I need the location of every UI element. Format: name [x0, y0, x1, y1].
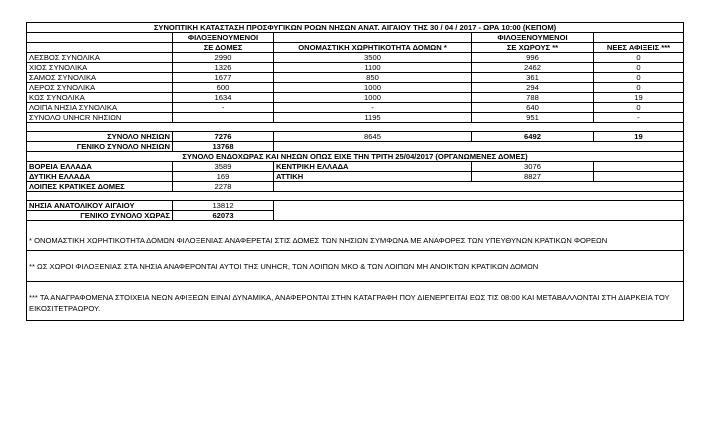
spacer-cell — [27, 123, 684, 132]
islands-total-spaces: 6492 — [472, 132, 594, 142]
other-structures-label: ΛΟΙΠΕΣ ΚΡΑΤΙΚΕΣ ΔΟΜΕΣ — [27, 182, 173, 192]
island-name: ΛΟΙΠΑ ΝΗΣΙΑ ΣΥΝΟΛΙΚΑ — [27, 103, 173, 113]
header-empty — [594, 33, 684, 43]
grand-islands-value: 13768 — [173, 142, 274, 152]
report-table — [26, 22, 684, 321]
other-structures-value: 2278 — [173, 182, 274, 192]
table-row — [27, 83, 684, 93]
footnote-row — [27, 231, 684, 251]
capacity-value: 850 — [274, 73, 472, 83]
structures-value: 600 — [173, 83, 274, 93]
west-greece-value: 169 — [173, 172, 274, 182]
island-name: ΧΙΟΣ ΣΥΝΟΛΙΚΑ — [27, 63, 173, 73]
report-sheet — [26, 22, 683, 321]
table-row — [27, 63, 684, 73]
structures-value: 1634 — [173, 93, 274, 103]
header-hosted-structures-bottom: ΣΕ ΔΟΜΕΣ — [173, 43, 274, 53]
capacity-value: 1000 — [274, 83, 472, 93]
header-row-2 — [27, 43, 684, 53]
country-row — [27, 201, 684, 211]
spaces-value: 361 — [472, 73, 594, 83]
arrivals-value: 0 — [594, 53, 684, 63]
header-capacity: ΟΝΟΜΑΣΤΙΚΗ ΧΩΡΗΤΙΚΟΤΗΤΑ ΔΟΜΩΝ * — [274, 43, 472, 53]
table-row — [27, 103, 684, 113]
grand-islands-label: ΓΕΝΙΚΟ ΣΥΝΟΛΟ ΝΗΣΙΩΝ — [27, 142, 173, 152]
arrivals-value: 19 — [594, 93, 684, 103]
island-name: ΛΕΣΒΟΣ ΣΥΝΟΛΙΚΑ — [27, 53, 173, 63]
header-empty — [27, 43, 173, 53]
spacer-cell — [27, 221, 684, 232]
island-name: ΣΥΝΟΛΟ UNHCR ΝΗΣΙΩΝ — [27, 113, 173, 123]
structures-value: 1677 — [173, 73, 274, 83]
aegean-islands-value: 13812 — [173, 201, 274, 211]
spacer-row — [27, 192, 684, 201]
country-total-label: ΓΕΝΙΚΟ ΣΥΝΟΛΟ ΧΩΡΑΣ — [27, 211, 173, 221]
structures-value: 2990 — [173, 53, 274, 63]
spacer-row — [27, 123, 684, 132]
blank-cell — [594, 162, 684, 172]
arrivals-value: 0 — [594, 103, 684, 113]
arrivals-value: - — [594, 113, 684, 123]
table-row — [27, 93, 684, 103]
spacer-cell — [27, 192, 684, 201]
table-row — [27, 73, 684, 83]
footnote-2: ** ΩΣ ΧΩΡΟΙ ΦΙΛΟΞΕΝΙΑΣ ΣΤΑ ΝΗΣΙΑ ΑΝΑΦΕΡΟΝΤΑΙ ΑΥΤΟΙ ΤΗΣ UNHCR, ΤΩΝ ΛΟΙΠΩΝ ΜΚΟ & ΤΩΝ ΛΟΙΠΩΝ ΜΗ ΑΝΟΙΚΤΩΝ ΚΡΑΤΙΚΩΝ ΔΟΜΩΝ — [27, 257, 684, 282]
country-total-value: 62073 — [173, 211, 274, 221]
blank-cell — [274, 142, 684, 152]
header-empty — [274, 33, 472, 43]
header-hosted-structures-top: ΦΙΛΟΞΕΝΟΥΜΕΝΟΙ — [173, 33, 274, 43]
attica-label: ΑΤΤΙΚΗ — [274, 172, 472, 182]
blank-cell — [594, 172, 684, 182]
structures-value: - — [173, 103, 274, 113]
arrivals-value: 0 — [594, 83, 684, 93]
blank-cell — [274, 201, 684, 211]
blank-cell — [274, 182, 684, 192]
mainland-row — [27, 172, 684, 182]
spaces-value: 951 — [472, 113, 594, 123]
footnote-3: *** ΤΑ ΑΝΑΓΡΑΦΟΜΕΝΑ ΣΤΟΙΧΕΙΑ ΝΕΩΝ ΑΦΙΞΕΩΝ ΕΙΝΑΙ ΔΥΝΑΜΙΚΑ, ΑΝΑΦΕΡΟΝΤΑΙ ΣΤΗΝ ΚΑΤΑΓΡΑΦΗ ΠΟΥ ΔΙΕΝΕΡΓΕΙΤΑΙ ΕΩΣ ΤΙΣ 08:00 ΚΑΙ ΜΕΤΑΒΑΛΛΟΝΤΑΙ ΣΤΗ ΔΙΑΡΚΕΙΑ ΤΟΥ ΕΙΚΟΣΙΤΕΤΡΑΩΡΟΥ. — [27, 288, 684, 321]
table-row — [27, 113, 684, 123]
footnote-1: * ΟΝΟΜΑΣΤΙΚΗ ΧΩΡΗΤΙΚΟΤΗΤΑ ΔΟΜΩΝ ΦΙΛΟΞΕΝΙΑΣ ΑΝΑΦΕΡΕΤΑΙ ΣΤΙΣ ΔΟΜΕΣ ΤΩΝ ΝΗΣΙΩΝ ΣΥΜΦΩΝΑ ΜΕ ΑΝΑΦΟΡΕΣ ΤΩΝ ΥΠΕΥΘΥΝΩΝ ΚΡΑΤΙΚΩΝ ΦΟΡΕΩΝ — [27, 231, 684, 251]
capacity-value: 3500 — [274, 53, 472, 63]
attica-value: 8827 — [472, 172, 594, 182]
north-greece-label: ΒΟΡΕΙΑ ΕΛΛΑΔΑ — [27, 162, 173, 172]
capacity-value: 1100 — [274, 63, 472, 73]
header-row-1 — [27, 33, 684, 43]
islands-total-label: ΣΥΝΟΛΟ ΝΗΣΙΩΝ — [27, 132, 173, 142]
arrivals-value: 0 — [594, 63, 684, 73]
islands-total-row — [27, 132, 684, 142]
mainland-heading: ΣΥΝΟΛΟ ΕΝΔΟΧΩΡΑΣ ΚΑΙ ΝΗΣΩΝ ΟΠΩΣ ΕΙΧΕ ΤΗΝ ΤΡΙΤΗ 25/04/2017 (ΟΡΓΑΝΩΜΕΝΕΣ ΔΟΜΕΣ) — [27, 152, 684, 162]
header-hosted-spaces-top: ΦΙΛΟΞΕΝΟΥΜΕΝΟΙ — [472, 33, 594, 43]
west-greece-label: ΔΥΤΙΚΗ ΕΛΛΑΔΑ — [27, 172, 173, 182]
arrivals-value: 0 — [594, 73, 684, 83]
spaces-value: 2462 — [472, 63, 594, 73]
spaces-value: 294 — [472, 83, 594, 93]
footnote-row — [27, 257, 684, 282]
capacity-value: - — [274, 103, 472, 113]
aegean-islands-label: ΝΗΣΙΑ ΑΝΑΤΟΛΙΚΟΥ ΑΙΓΑΙΟΥ — [27, 201, 173, 211]
spacer-row — [27, 221, 684, 232]
header-empty — [27, 33, 173, 43]
report-title: ΣΥΝΟΠΤΙΚΗ ΚΑΤΑΣΤΑΣΗ ΠΡΟΣΦΥΓΙΚΩΝ ΡΟΩΝ ΝΗΣΩΝ ΑΝΑΤ. ΑΙΓΑΙΟΥ ΤΗΣ 30 / 04 / 2017 - ΩΡΑ 10:00 (ΚΕΠΟΜ) — [27, 23, 684, 33]
islands-total-arrivals: 19 — [594, 132, 684, 142]
central-greece-value: 3076 — [472, 162, 594, 172]
header-new-arrivals: ΝΕΕΣ ΑΦΙΞΕΙΣ *** — [594, 43, 684, 53]
blank-cell — [274, 211, 684, 221]
mainland-row — [27, 182, 684, 192]
spaces-value: 788 — [472, 93, 594, 103]
country-row — [27, 211, 684, 221]
spaces-value: 996 — [472, 53, 594, 63]
islands-total-structures: 7276 — [173, 132, 274, 142]
mainland-row — [27, 162, 684, 172]
island-name: ΣΑΜΟΣ ΣΥΝΟΛΙΚΑ — [27, 73, 173, 83]
spaces-value: 640 — [472, 103, 594, 113]
island-name: ΛΕΡΟΣ ΣΥΝΟΛΙΚΑ — [27, 83, 173, 93]
capacity-value: 1000 — [274, 93, 472, 103]
capacity-value: 1195 — [274, 113, 472, 123]
structures-value: 1326 — [173, 63, 274, 73]
central-greece-label: ΚΕΝΤΡΙΚΗ ΕΛΛΑΔΑ — [274, 162, 472, 172]
footnote-row — [27, 288, 684, 321]
mainland-heading-row — [27, 152, 684, 162]
north-greece-value: 3589 — [173, 162, 274, 172]
grand-islands-row — [27, 142, 684, 152]
header-hosted-spaces-bottom: ΣΕ ΧΩΡΟΥΣ ** — [472, 43, 594, 53]
structures-value — [173, 113, 274, 123]
title-row — [27, 23, 684, 33]
island-name: ΚΩΣ ΣΥΝΟΛΙΚΑ — [27, 93, 173, 103]
table-row — [27, 53, 684, 63]
islands-total-capacity: 8645 — [274, 132, 472, 142]
